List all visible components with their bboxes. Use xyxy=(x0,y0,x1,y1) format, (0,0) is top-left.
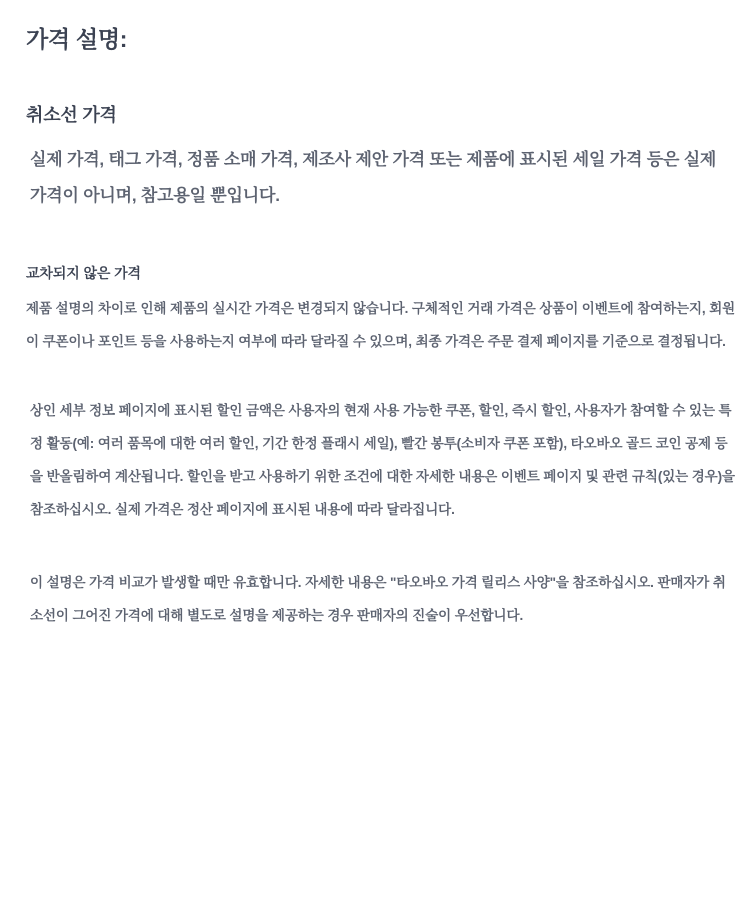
paragraph-price-comparison-validity: 이 설명은 가격 비교가 발생할 때만 유효합니다. 자세한 내용은 "타오바오 가격 릴리스 사양"을 참조하십시오. 판매자가 취소선이 그어진 가격에 대해 별도로 설명을 제공하는 경우 판매자의 진술이 우선합니다. xyxy=(30,575,726,623)
paragraph-realtime-price: 제품 설명의 차이로 인해 제품의 실시간 가격은 변경되지 않습니다. 구체적인 거래 가격은 상품이 이벤트에 참여하는지, 회원이 쿠폰이나 포인트 등을 사용하는지 여부에 따라 달라질 수 있으며, 최종 가격은 주문 결제 페이지를 기준으로 결정됩니다. xyxy=(26,301,736,349)
paragraph-discount-calculation: 상인 세부 정보 페이지에 표시된 할인 금액은 사용자의 현재 사용 가능한 쿠폰, 할인, 즉시 할인, 사용자가 참여할 수 있는 특정 활동(예: 여러 품목에 대한 여러 할인, 기간 한정 플래시 세일), 빨간 봉투(소비자 쿠폰 포함), 타오바오 골드 코인 공제 등을 반올림하여 계산됩니다. 할인을 받고 사용하기 위한 조건에 대한 자세한 내용은 이벤트 페이지 및 관련 규칙(있는 경우)을 참조하십시오. 실제 가격은 정산 페이지에 표시된 내용에 따라 달라집니다. xyxy=(30,403,735,517)
subsection-heading-non-crossed-price: 교차되지 않은 가격 xyxy=(26,265,141,281)
section-lead-text: 실제 가격, 태그 가격, 정품 소매 가격, 제조사 제안 가격 또는 제품에 표시된 세일 가격 등은 실제 가격이 아니며, 참고용일 뿐입니다. xyxy=(30,150,717,205)
price-description-page xyxy=(0,22,750,902)
section-heading-strikethrough-price: 취소선 가격 xyxy=(26,105,117,125)
page-title: 가격 설명: xyxy=(26,26,128,52)
